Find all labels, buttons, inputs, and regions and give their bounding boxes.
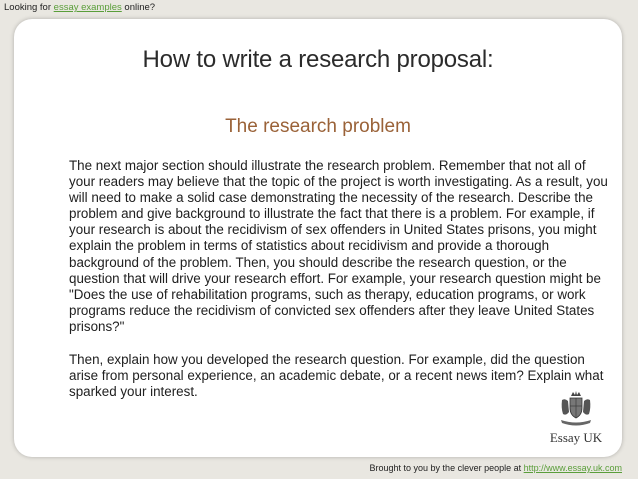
crest-icon [556,390,596,428]
header-suffix: online? [121,2,156,13]
essay-uk-logo [546,390,606,456]
footer-credit [370,463,622,473]
logo-text: Essay UK [549,430,603,445]
essay-examples-link[interactable]: essay examples [53,2,122,13]
slide-title: How to write a research proposal: [142,46,494,73]
body-paragraph-1: The next major section should illustrate the research problem. Remember that not all of your readers may believe that the topic of the project is worth investigating. As a result, you will need to make a solid case demonstrating the necessity of the research. Describe the problem and give background to illustrate the fact that there is a problem. For example, if your research is about the recidivism of sex offenders in United States prisons, you might explain the problem in terms of statistics about recidivism and provide a thorough background of the problem. Then, you should describe the research question, or the question that will drive your research effort. For example, your research question might be "Does the use of rehabilitation programs, such as therapy, education programs, or work programs reduce the recidivism of convicted sex offenders after they leave United States prisons?" [69,158,608,334]
header-promo [4,2,155,13]
footer-prefix: Brought to you by the clever people at [369,463,524,473]
body-paragraph-2: Then, explain how you developed the research question. For example, did the question arise from personal experience, an academic debate, or a recent news item? Explain what sparked your interest. [69,352,604,400]
slide-body [69,158,609,417]
header-prefix: Looking for [4,2,54,13]
slide-card [14,19,622,457]
slide-subtitle: The research problem [225,116,411,137]
essay-uk-link[interactable]: http://www.essay.uk.com [523,463,622,473]
